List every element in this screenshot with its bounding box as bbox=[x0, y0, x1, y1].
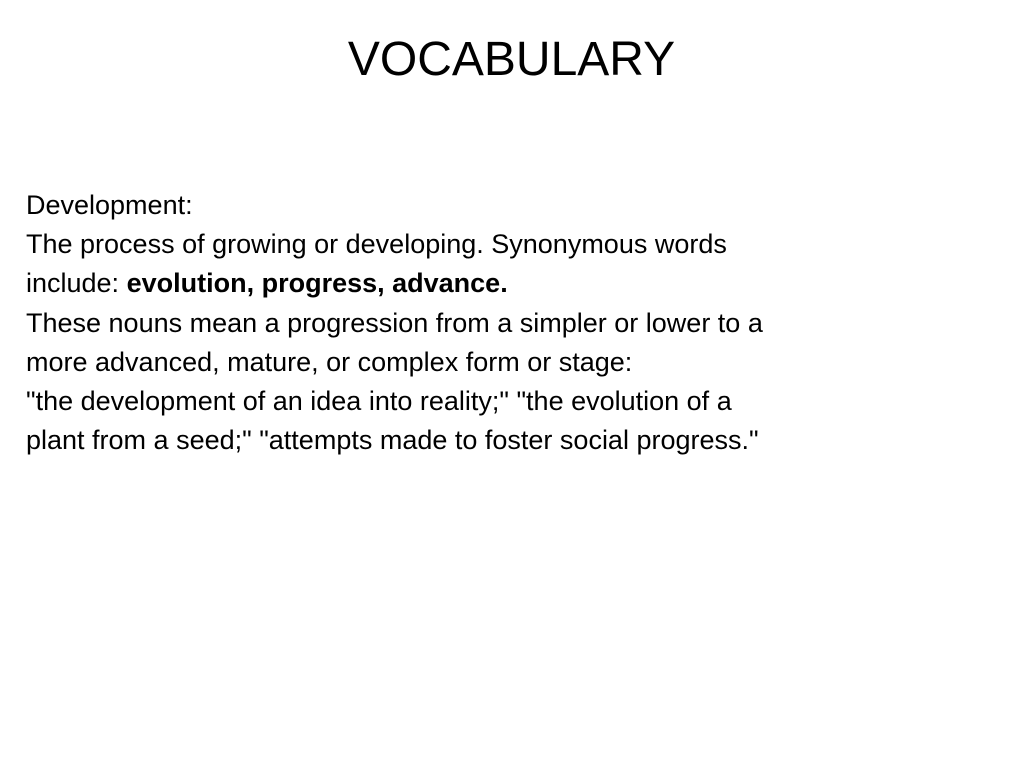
examples-line: "the development of an idea into reality;" "the evolution of a bbox=[26, 386, 732, 417]
examples-line: plant from a seed;" "attempts made to foster social progress." bbox=[26, 425, 759, 456]
definition-line: The process of growing or developing. Synonymous words bbox=[26, 229, 727, 260]
term-label: Development: bbox=[26, 190, 193, 220]
synonyms-prefix: include: bbox=[26, 268, 127, 299]
explanation-line: These nouns mean a progression from a simpler or lower to a bbox=[26, 307, 763, 338]
synonyms-list: evolution, progress, advance. bbox=[126, 268, 508, 299]
explanation-line: more advanced, mature, or complex form or stage: bbox=[26, 346, 633, 377]
synonyms-line bbox=[26, 264, 1001, 303]
slide-body bbox=[26, 186, 1001, 460]
slide-title: VOCABULARY bbox=[347, 33, 676, 86]
